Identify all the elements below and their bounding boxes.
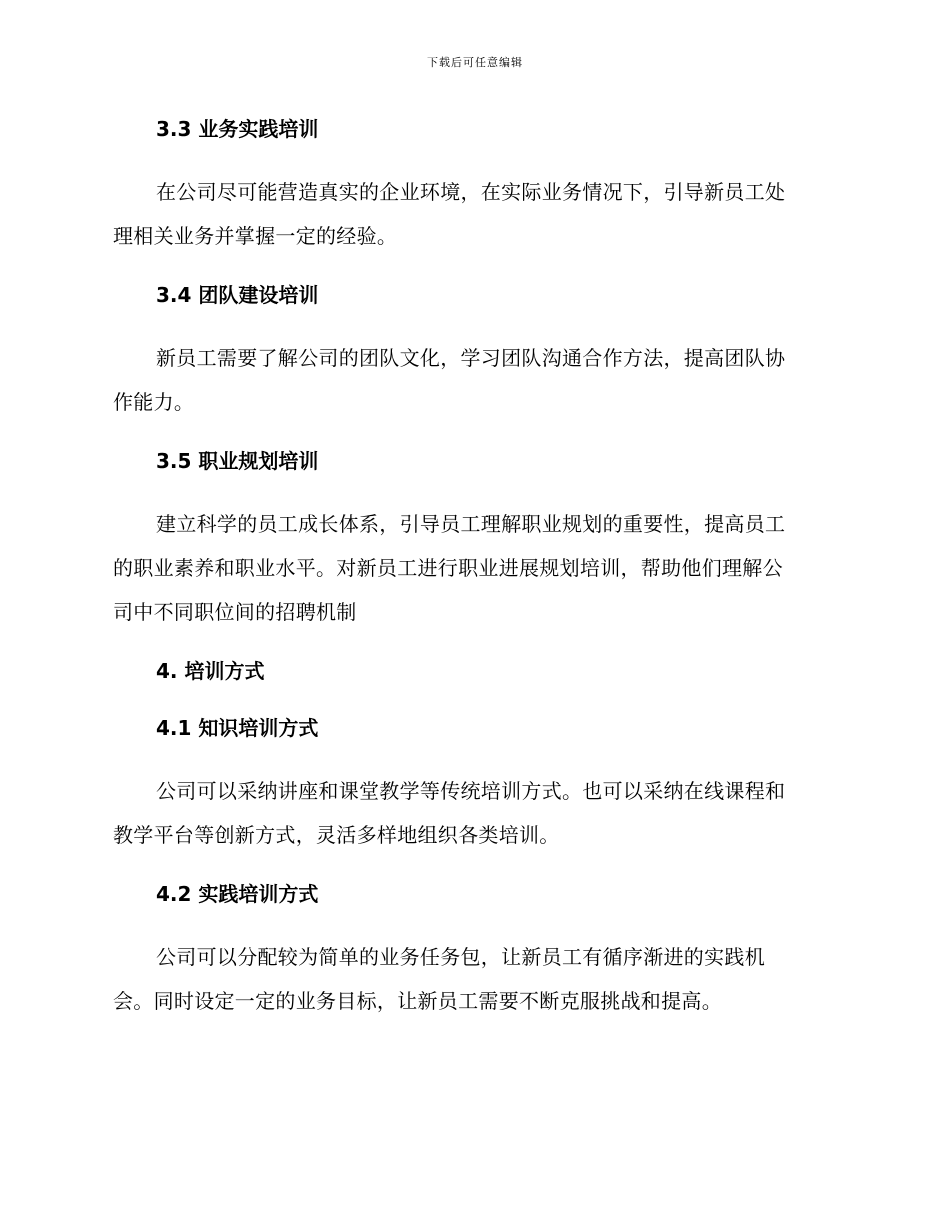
section-paragraph [113, 935, 833, 1023]
paragraph-line: 教学平台等创新方式，灵活多样地组织各类培训。 [113, 823, 560, 847]
paragraph-line: 司中不同职位间的招聘机制 [113, 600, 357, 624]
document-body [113, 112, 833, 1023]
paragraph-line: 的职业素养和职业水平。对新员工进行职业进展规划培训，帮助他们理解公 [113, 556, 783, 580]
page-header: 下载后可任意编辑 [427, 56, 523, 69]
section-paragraph [113, 170, 833, 258]
section-paragraph [113, 502, 833, 634]
section-heading: 4.1 知识培训方式 [156, 716, 319, 740]
section-heading: 4. 培训方式 [156, 659, 265, 683]
paragraph-line: 会。同时设定一定的业务目标，让新员工需要不断克服挑战和提高。 [113, 989, 722, 1013]
section-paragraph [113, 769, 833, 857]
section-heading: 4.2 实践培训方式 [156, 882, 319, 906]
paragraph-line: 建立科学的员工成长体系，引导员工理解职业规划的重要性，提高员工 [156, 512, 786, 536]
section-heading: 3.4 团队建设培训 [156, 283, 319, 307]
section-paragraph [113, 336, 833, 424]
section-heading: 3.5 职业规划培训 [156, 449, 319, 473]
paragraph-line: 作能力。 [113, 390, 195, 414]
paragraph-line: 新员工需要了解公司的团队文化，学习团队沟通合作方法，提高团队协 [156, 346, 786, 370]
paragraph-line: 公司可以采纳讲座和课堂教学等传统培训方式。也可以采纳在线课程和 [156, 779, 786, 803]
paragraph-line: 理相关业务并掌握一定的经验。 [113, 224, 398, 248]
paragraph-line: 在公司尽可能营造真实的企业环境，在实际业务情况下，引导新员工处 [156, 180, 786, 204]
paragraph-line: 公司可以分配较为简单的业务任务包，让新员工有循序渐进的实践机 [156, 945, 765, 969]
section-heading: 3.3 业务实践培训 [156, 117, 319, 141]
